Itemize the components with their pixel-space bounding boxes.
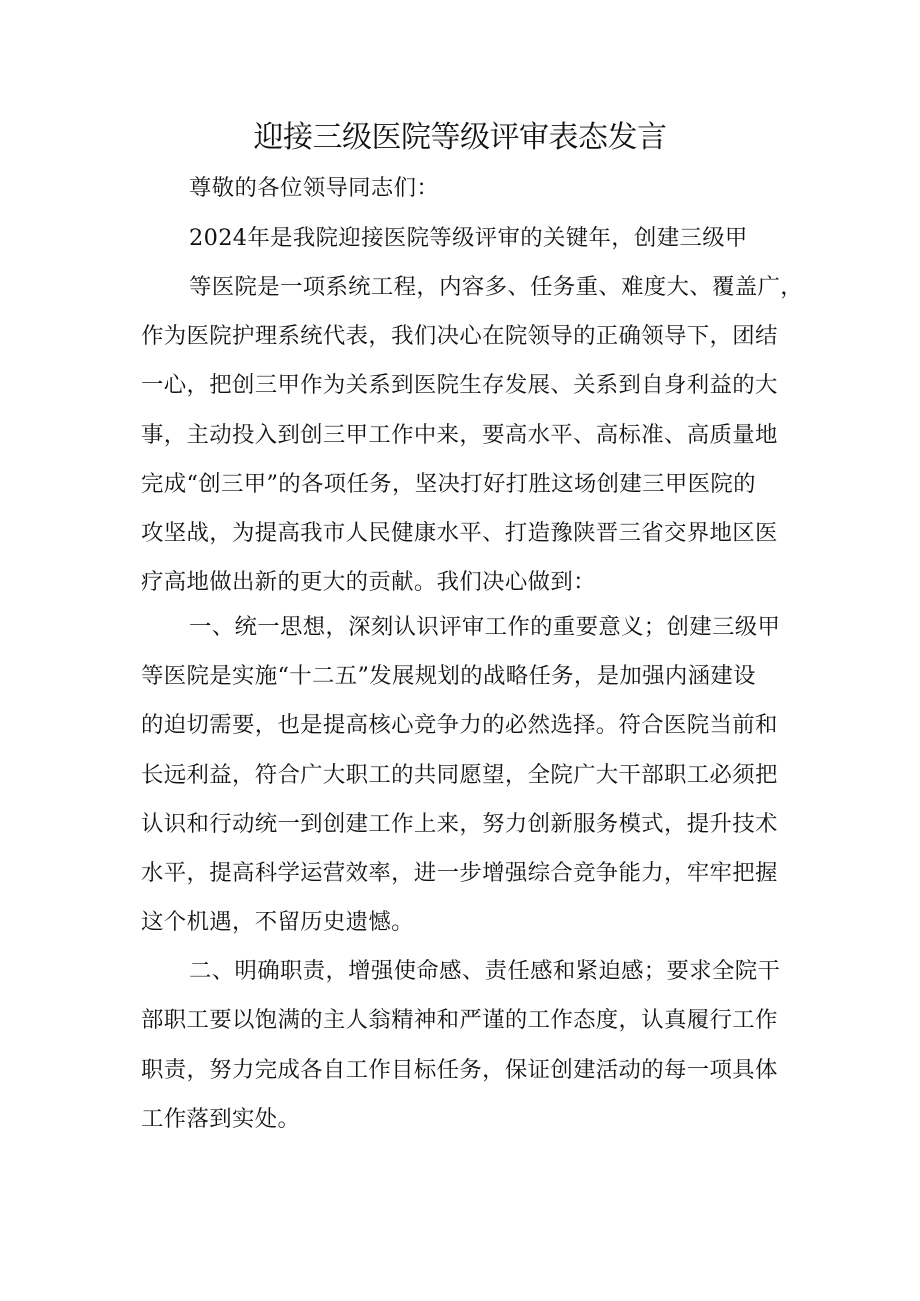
paragraph-line: 这个机遇，不留历史遗憾。 [141, 909, 414, 935]
paragraph-line: 二、明确职责，增强使命感、责任感和紧迫感；要求全院干 [189, 958, 781, 984]
paragraph-line: 作为医院护理系统代表，我们决心在院领导的正确领导下，团结 [141, 323, 778, 349]
paragraph-line: 职责，努力完成各自工作目标任务，保证创建活动的每一项具体 [141, 1057, 778, 1083]
paragraph-line: 认识和行动统一到创建工作上来，努力创新服务模式，提升技术 [141, 811, 778, 837]
paragraph-line: 疗高地做出新的更大的贡献。我们决心做到： [141, 569, 596, 595]
salutation-line: 尊敬的各位领导同志们： [189, 175, 440, 201]
paragraph-line: 工作落到实处。 [141, 1106, 301, 1132]
paragraph-line: 2024年是我院迎接医院等级评审的关键年，创建三级甲 [189, 225, 748, 251]
paragraph-line: 等医院是一项系统工程，内容多、任务重、难度大、覆盖广， [189, 274, 803, 300]
paragraph-line: 完成“创三甲”的各项任务，坚决打好打胜这场创建三甲医院的 [141, 471, 756, 497]
paragraph-line: 长远利益，符合广大职工的共同愿望，全院广大干部职工必须把 [141, 762, 778, 788]
paragraph-line: 的迫切需要，也是提高核心竞争力的必然选择。符合医院当前和 [141, 712, 778, 738]
paragraph-line: 等医院是实施“十二五”发展规划的战略任务，是加强内涵建设 [141, 663, 756, 689]
paragraph-line: 一、统一思想，深刻认识评审工作的重要意义；创建三级甲 [189, 614, 781, 640]
paragraph-line: 事，主动投入到创三甲工作中来，要高水平、高标准、高质量地 [141, 422, 778, 448]
paragraph-line: 一心，把创三甲作为关系到医院生存发展、关系到自身利益的大 [141, 372, 778, 398]
paragraph-line: 部职工要以饱满的主人翁精神和严谨的工作态度，认真履行工作 [141, 1007, 778, 1033]
document-title: 迎接三级医院等级评审表态发言 [253, 120, 667, 155]
paragraph-line: 水平，提高科学运营效率，进一步增强综合竞争能力，牢牢把握 [141, 860, 778, 886]
paragraph-line: 攻坚战，为提高我市人民健康水平、打造豫陕晋三省交界地区医 [141, 520, 778, 546]
